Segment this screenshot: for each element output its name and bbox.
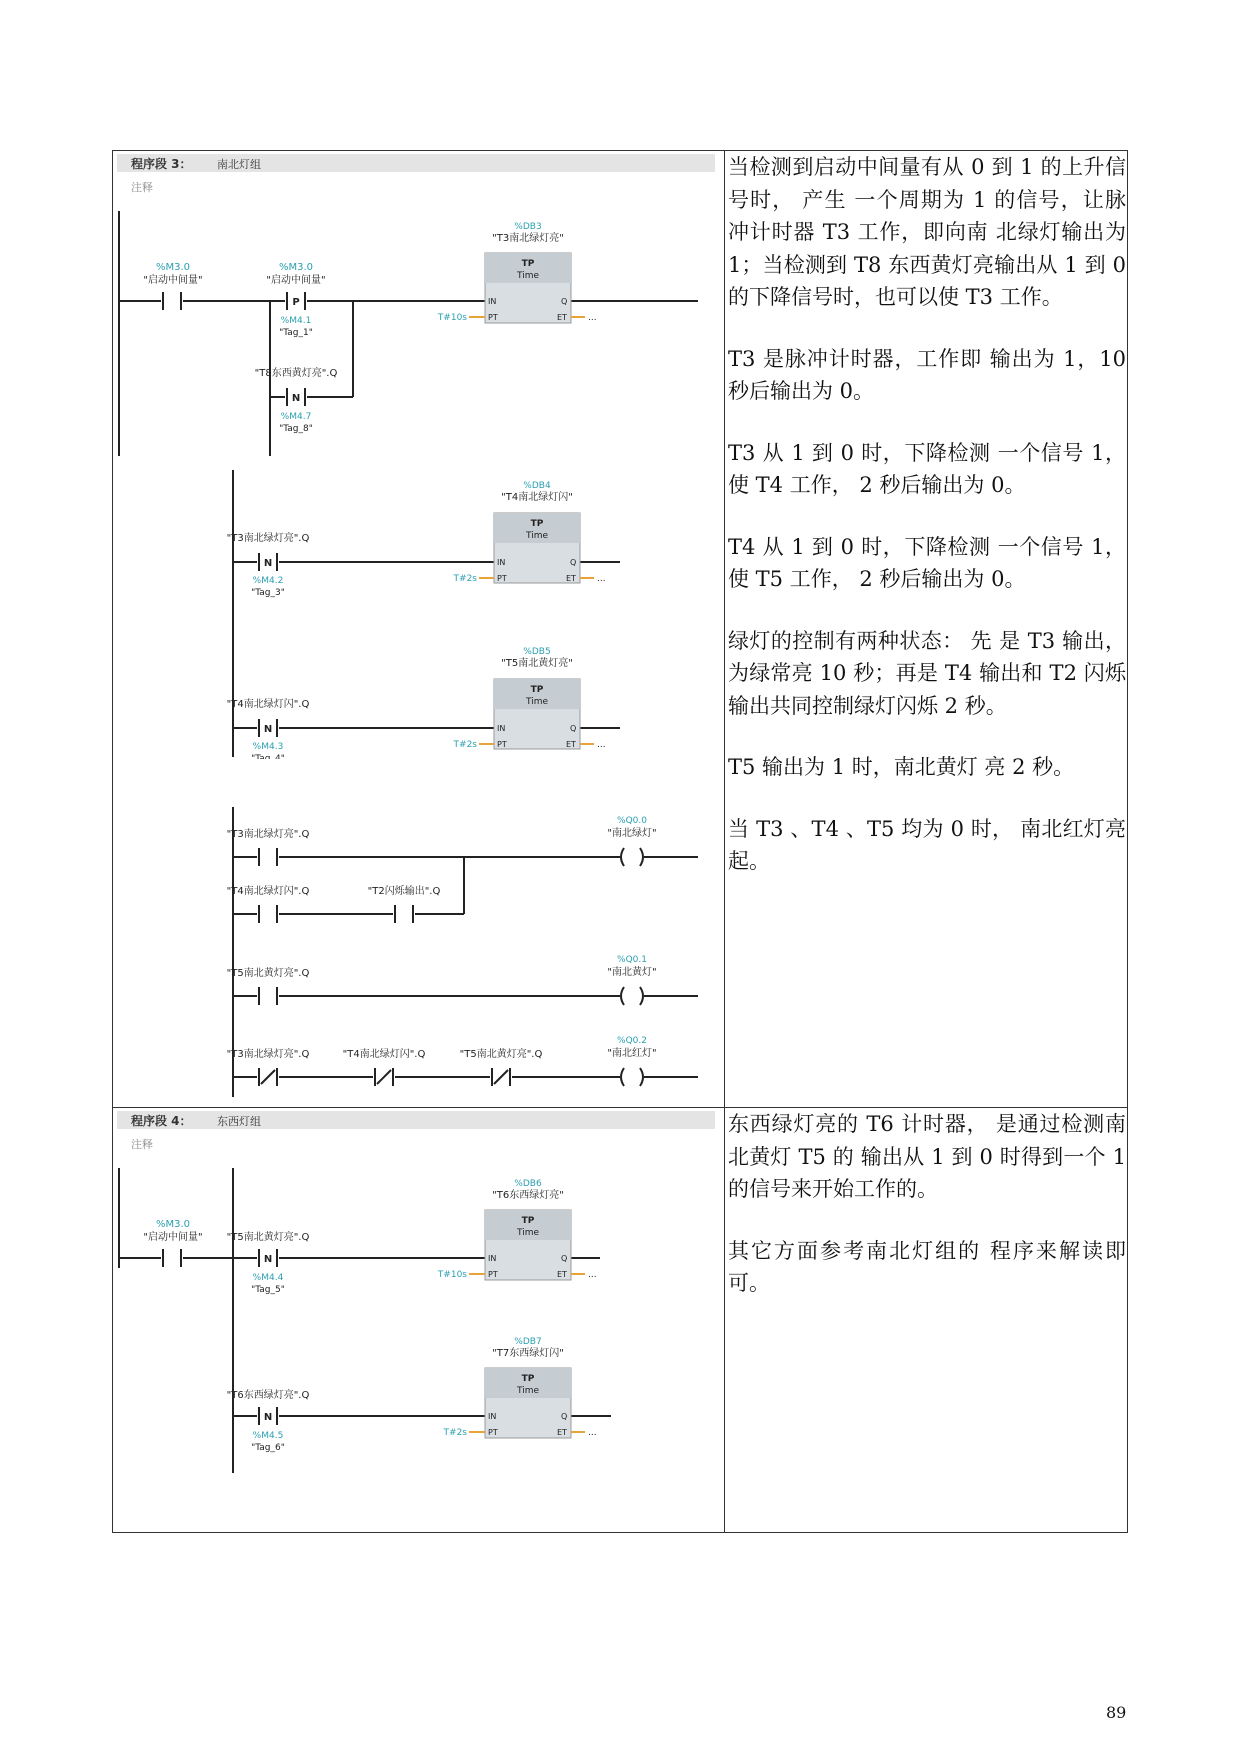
svg-text:TP: TP [521, 1374, 535, 1384]
svg-text:Time: Time [525, 697, 549, 707]
svg-text:TP: TP [530, 519, 544, 529]
svg-text:"T4南北绿灯闪".Q: "T4南北绿灯闪".Q [226, 886, 310, 897]
svg-text:ET: ET [557, 313, 567, 322]
content-table [112, 150, 1128, 1533]
svg-text:%DB5: %DB5 [523, 647, 551, 657]
svg-text:...: ... [597, 574, 606, 584]
svg-text:Q: Q [561, 1412, 568, 1421]
svg-text:"南北红灯": "南北红灯" [607, 1048, 657, 1059]
network-comment: 注释 [131, 181, 153, 194]
paragraph: 东西绿灯亮的 T6 计时器， 是通过检测南北黄灯 T5 的 输出从 1 到 0 时得到一个 1 的信号来开始工作的。 [728, 1112, 1126, 1201]
svg-text:%Q0.1: %Q0.1 [617, 955, 647, 965]
svg-text:"T4南北绿灯闪".Q: "T4南北绿灯闪".Q [226, 699, 310, 710]
svg-text:N: N [263, 724, 273, 735]
svg-text:PT: PT [488, 1428, 498, 1437]
contacts-rung-3 [259, 848, 643, 1086]
svg-text:...: ... [588, 313, 597, 323]
svg-text:T#2s: T#2s [453, 574, 477, 584]
svg-text:IN: IN [488, 1254, 497, 1263]
svg-text:Time: Time [525, 531, 549, 541]
svg-text:N: N [263, 1254, 273, 1265]
paragraph: 其它方面参考南北灯组的 程序来解读即可。 [728, 1238, 1126, 1295]
svg-text:Time: Time [516, 1386, 540, 1396]
contact-address: %M3.0 [155, 262, 191, 273]
svg-text:"T3南北绿灯亮".Q: "T3南北绿灯亮".Q [226, 829, 310, 840]
svg-text:"Tag_5": "Tag_5" [251, 1285, 285, 1295]
svg-text:ET: ET [557, 1428, 567, 1437]
ladder-diagram-network-3 [113, 151, 723, 1107]
svg-text:IN: IN [488, 297, 497, 306]
svg-text:"T3南北绿灯亮": "T3南北绿灯亮" [492, 233, 564, 244]
contact-tag: "启动中间量" [143, 275, 203, 286]
svg-text:%M3.0: %M3.0 [155, 1219, 191, 1230]
svg-text:TP: TP [530, 685, 544, 695]
paragraph: T4 从 1 到 0 时，下降检测 一个信号 1，使 T5 工作， 2 秒后输出为 0。 [728, 534, 1126, 591]
svg-text:%Q0.0: %Q0.0 [617, 816, 647, 826]
svg-text:Q: Q [561, 297, 568, 306]
svg-text:"T7东西绿灯闪": "T7东西绿灯闪" [492, 1348, 564, 1359]
svg-text:T#2s: T#2s [453, 740, 477, 750]
network-title: 南北灯组 [217, 158, 261, 171]
svg-text:%M4.5: %M4.5 [252, 1431, 284, 1441]
svg-text:%DB7: %DB7 [514, 1337, 542, 1347]
svg-text:%M4.4: %M4.4 [252, 1273, 284, 1283]
svg-text:PT: PT [497, 574, 507, 583]
network-header: 程序段 3： [131, 157, 192, 171]
svg-text:"启动中间量": "启动中间量" [143, 1232, 203, 1243]
svg-text:"Tag_8": "Tag_8" [279, 424, 313, 434]
svg-text:"T3南北绿灯亮".Q: "T3南北绿灯亮".Q [226, 1049, 310, 1060]
svg-text:"Tag_3": "Tag_3" [251, 588, 285, 598]
svg-text:...: ... [588, 1428, 597, 1438]
svg-text:N: N [263, 558, 273, 569]
explanation-network-4 [728, 1108, 1126, 1329]
svg-text:TP: TP [521, 1216, 535, 1226]
svg-text:"Tag_1": "Tag_1" [279, 328, 313, 338]
svg-text:...: ... [588, 1270, 597, 1280]
paragraph: T3 从 1 到 0 时，下降检测 一个信号 1，使 T4 工作， 2 秒后输出为 0。 [728, 440, 1126, 497]
paragraph: 当检测到启动中间量有从 0 到 1 的上升信号时， 产生 一个周期为 1 的信号，让脉 冲计时器 T3 工作，即向南 北绿灯输出为 1；当检测到 T8 东西黄灯亮输出从 1 到 0 的下降信号时，也可以使 T3 工作。 [728, 155, 1126, 309]
paragraph: T3 是脉冲计时器，工作即 输出为 1，10 秒后输出为 0。 [728, 346, 1126, 403]
svg-text:"启动中间量": "启动中间量" [266, 275, 326, 286]
svg-text:Time: Time [516, 1228, 540, 1238]
svg-text:Q: Q [570, 724, 577, 733]
rung-1-wires [119, 211, 698, 456]
svg-text:%M4.2: %M4.2 [252, 576, 284, 586]
svg-text:N: N [263, 1412, 273, 1423]
paragraph: 当 T3 、T4 、T5 均为 0 时， 南北红灯亮起。 [728, 816, 1126, 873]
svg-text:PT: PT [488, 313, 498, 322]
svg-text:%M4.7: %M4.7 [280, 412, 312, 422]
network-header: 程序段 4： [131, 1114, 192, 1128]
svg-text:IN: IN [497, 724, 506, 733]
svg-text:注释: 注释 [131, 1138, 153, 1151]
svg-text:"T6东西绿灯亮".Q: "T6东西绿灯亮".Q [226, 1390, 310, 1401]
explanation-network-3 [728, 151, 1126, 907]
svg-text:"T6东西绿灯亮": "T6东西绿灯亮" [492, 1190, 564, 1201]
svg-text:"T4南北绿灯闪".Q: "T4南北绿灯闪".Q [342, 1049, 426, 1060]
svg-text:P: P [292, 297, 300, 308]
svg-text:N: N [291, 393, 301, 404]
svg-text:"Tag_6": "Tag_6" [251, 1443, 285, 1453]
svg-text:T#10s: T#10s [437, 313, 467, 323]
page-number: 89 [1106, 1703, 1127, 1722]
network-title: 东西灯组 [217, 1115, 261, 1128]
svg-text:%DB3: %DB3 [514, 222, 542, 232]
ladder-diagram-network-4 [113, 1108, 723, 1533]
column-divider [724, 151, 725, 1532]
paragraph: T5 输出为 1 时，南北黄灯 亮 2 秒。 [728, 755, 1075, 779]
svg-text:"T2闪烁输出".Q: "T2闪烁输出".Q [367, 886, 441, 897]
svg-text:"南北绿灯": "南北绿灯" [607, 828, 657, 839]
svg-text:...: ... [597, 740, 606, 750]
svg-text:T#10s: T#10s [437, 1270, 467, 1280]
svg-text:PT: PT [488, 1270, 498, 1279]
svg-text:ET: ET [566, 574, 576, 583]
svg-text:T#2s: T#2s [443, 1428, 467, 1438]
svg-text:PT: PT [497, 740, 507, 749]
svg-text:%DB6: %DB6 [514, 1179, 542, 1189]
svg-text:Q: Q [561, 1254, 568, 1263]
svg-text:Q: Q [570, 558, 577, 567]
svg-text:"T5南北黄灯亮".Q: "T5南北黄灯亮".Q [226, 1232, 310, 1243]
svg-text:IN: IN [488, 1412, 497, 1421]
contact-m3-0 [163, 292, 181, 310]
svg-text:%DB4: %DB4 [523, 481, 551, 491]
svg-text:Time: Time [516, 271, 540, 281]
svg-text:%Q0.2: %Q0.2 [617, 1036, 647, 1046]
svg-text:"T5南北黄灯亮": "T5南北黄灯亮" [501, 658, 573, 669]
svg-text:IN: IN [497, 558, 506, 567]
svg-text:"T5南北黄灯亮".Q: "T5南北黄灯亮".Q [459, 1049, 543, 1060]
svg-text:"T3南北绿灯亮".Q: "T3南北绿灯亮".Q [226, 533, 310, 544]
svg-text:%M3.0: %M3.0 [278, 262, 314, 273]
svg-text:"T5南北黄灯亮".Q: "T5南北黄灯亮".Q [226, 968, 310, 979]
svg-text:%M4.3: %M4.3 [252, 742, 284, 752]
svg-text:"南北黄灯": "南北黄灯" [607, 967, 657, 978]
network-header-bar [117, 154, 715, 172]
svg-text:%M4.1: %M4.1 [280, 316, 312, 326]
svg-text:ET: ET [557, 1270, 567, 1279]
svg-text:TP: TP [521, 259, 535, 269]
svg-text:ET: ET [566, 740, 576, 749]
paragraph: 绿灯的控制有两种状态： 先 是 T3 输出， 为绿常亮 10 秒；再是 T4 输出和 T2 闪烁 输出共同控制绿灯闪烁 2 秒。 [728, 628, 1126, 718]
svg-text:"T4南北绿灯闪": "T4南北绿灯闪" [501, 492, 573, 503]
svg-text:"T8东西黄灯亮".Q: "T8东西黄灯亮".Q [254, 368, 338, 379]
